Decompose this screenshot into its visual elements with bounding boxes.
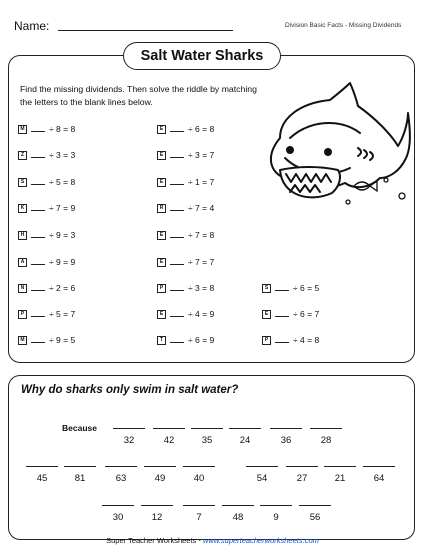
riddle-blank[interactable]: [324, 466, 356, 484]
name-line: [58, 30, 233, 31]
letter-box: P: [262, 336, 271, 345]
riddle-number: 36: [280, 435, 292, 446]
riddle-number: 21: [334, 473, 346, 484]
letter-box: A: [18, 258, 27, 267]
answer-blank[interactable]: [170, 282, 184, 291]
letter-box: M: [18, 336, 27, 345]
riddle-blank[interactable]: [363, 466, 395, 484]
equation-text: ÷ 4 = 8: [293, 335, 320, 345]
answer-blank[interactable]: [31, 256, 45, 265]
riddle-blank[interactable]: [229, 428, 261, 446]
riddle-blank[interactable]: [260, 505, 292, 523]
equation-text: ÷ 8 = 8: [49, 124, 76, 134]
equation-text: ÷ 7 = 7: [188, 257, 215, 267]
riddle-blank[interactable]: [102, 505, 134, 523]
riddle-blank[interactable]: [222, 505, 254, 523]
answer-blank[interactable]: [170, 123, 184, 132]
footer-url[interactable]: www.superteacherworksheets.com: [202, 536, 319, 545]
problem-item: [262, 282, 319, 293]
footer-text: Super Teacher Worksheets -: [106, 536, 203, 545]
answer-blank[interactable]: [170, 334, 184, 343]
letter-box: P: [157, 284, 166, 293]
equation-text: ÷ 5 = 7: [49, 309, 76, 319]
letter-box: E: [157, 178, 166, 187]
equation-text: ÷ 3 = 3: [49, 150, 76, 160]
riddle-number: 27: [296, 473, 308, 484]
answer-blank[interactable]: [31, 202, 45, 211]
answer-blank[interactable]: [31, 229, 45, 238]
riddle-question: Why do sharks only swim in salt water?: [21, 384, 239, 396]
riddle-blank[interactable]: [183, 466, 215, 484]
problem-item: [18, 256, 75, 267]
equation-text: ÷ 6 = 8: [188, 124, 215, 134]
riddle-number: 48: [232, 512, 244, 523]
problem-item: [18, 229, 75, 240]
riddle-blank[interactable]: [286, 466, 318, 484]
letter-box: E: [157, 258, 166, 267]
footer: [0, 536, 425, 545]
riddle-blank[interactable]: [141, 505, 173, 523]
problem-item: [262, 308, 319, 319]
riddle-number: 35: [201, 435, 213, 446]
letter-box: H: [18, 231, 27, 240]
riddle-blank[interactable]: [113, 428, 145, 446]
problem-item: [157, 256, 214, 267]
riddle-blank[interactable]: [270, 428, 302, 446]
problem-item: [18, 308, 75, 319]
riddle-number: 49: [154, 473, 166, 484]
letter-box: M: [18, 125, 27, 134]
riddle-blank[interactable]: [144, 466, 176, 484]
problem-item: [157, 149, 214, 160]
riddle-blank[interactable]: [191, 428, 223, 446]
answer-blank[interactable]: [170, 256, 184, 265]
answer-blank[interactable]: [31, 149, 45, 158]
problem-item: [262, 334, 319, 345]
riddle-number: 64: [373, 473, 385, 484]
equation-text: ÷ 6 = 5: [293, 283, 320, 293]
problem-item: [18, 176, 75, 187]
riddle-number: 32: [123, 435, 135, 446]
equation-text: ÷ 7 = 4: [188, 203, 215, 213]
letter-box: S: [262, 284, 271, 293]
equation-text: ÷ 2 = 6: [49, 283, 76, 293]
answer-blank[interactable]: [275, 334, 289, 343]
letter-box: S: [18, 178, 27, 187]
letter-box: E: [262, 310, 271, 319]
answer-blank[interactable]: [170, 229, 184, 238]
equation-text: ÷ 9 = 9: [49, 257, 76, 267]
riddle-number: 63: [115, 473, 127, 484]
problem-item: [18, 123, 75, 134]
problem-item: [157, 123, 214, 134]
letter-box: E: [157, 231, 166, 240]
equation-text: ÷ 6 = 7: [293, 309, 320, 319]
answer-blank[interactable]: [275, 308, 289, 317]
answer-blank[interactable]: [170, 149, 184, 158]
riddle-number: 28: [320, 435, 332, 446]
letter-box: N: [18, 284, 27, 293]
riddle-blank[interactable]: [310, 428, 342, 446]
problem-item: [157, 229, 214, 240]
riddle-number: 12: [151, 512, 163, 523]
answer-blank[interactable]: [170, 202, 184, 211]
riddle-blank[interactable]: [26, 466, 58, 484]
shark-illustration: [250, 78, 415, 228]
problem-item: [157, 176, 214, 187]
equation-text: ÷ 7 = 9: [49, 203, 76, 213]
problem-item: [18, 282, 75, 293]
equation-text: ÷ 7 = 8: [188, 230, 215, 240]
riddle-number: 54: [256, 473, 268, 484]
answer-blank[interactable]: [31, 308, 45, 317]
riddle-number: 9: [273, 512, 279, 523]
riddle-number: 24: [239, 435, 251, 446]
problem-item: [157, 334, 214, 345]
riddle-blank[interactable]: [246, 466, 278, 484]
answer-blank[interactable]: [31, 334, 45, 343]
equation-text: ÷ 6 = 9: [188, 335, 215, 345]
problem-item: [18, 149, 75, 160]
riddle-number: 7: [196, 512, 202, 523]
equation-text: ÷ 1 = 7: [188, 177, 215, 187]
letter-box: T: [157, 336, 166, 345]
riddle-blank[interactable]: [299, 505, 331, 523]
problem-item: [157, 308, 214, 319]
riddle-blank[interactable]: [64, 466, 96, 484]
problem-item: [157, 202, 214, 213]
riddle-number: 30: [112, 512, 124, 523]
riddle-number: 56: [309, 512, 321, 523]
letter-box: K: [18, 204, 27, 213]
equation-text: ÷ 3 = 8: [188, 283, 215, 293]
equation-text: ÷ 9 = 5: [49, 335, 76, 345]
equation-text: ÷ 9 = 3: [49, 230, 76, 240]
riddle-blank[interactable]: [105, 466, 137, 484]
letter-box: Z: [18, 151, 27, 160]
riddle-number: 81: [74, 473, 86, 484]
letter-box: E: [157, 151, 166, 160]
letter-box: E: [157, 310, 166, 319]
equation-text: ÷ 4 = 9: [188, 309, 215, 319]
equation-text: ÷ 3 = 7: [188, 150, 215, 160]
problem-item: [18, 334, 75, 345]
answer-blank[interactable]: [31, 282, 45, 291]
riddle-blank[interactable]: [153, 428, 185, 446]
equation-text: ÷ 5 = 8: [49, 177, 76, 187]
name-label: Name:: [14, 19, 50, 33]
answer-blank[interactable]: [31, 123, 45, 132]
riddle-number: 45: [36, 473, 48, 484]
problem-item: [18, 202, 75, 213]
answer-blank[interactable]: [170, 176, 184, 185]
letter-box: E: [157, 125, 166, 134]
because-label: Because: [62, 423, 97, 433]
letter-box: R: [157, 204, 166, 213]
answer-blank[interactable]: [170, 308, 184, 317]
instructions-text: Find the missing dividends. Then solve the riddle by matching the letters to the blank lines below.: [20, 84, 257, 107]
riddle-number: 40: [193, 473, 205, 484]
letter-box: P: [18, 310, 27, 319]
worksheet-title: Salt Water Sharks: [123, 42, 281, 70]
subject-text: Division Basic Facts - Missing Dividends: [285, 22, 402, 29]
problem-item: [157, 282, 214, 293]
riddle-number: 42: [163, 435, 175, 446]
riddle-blank[interactable]: [183, 505, 215, 523]
answer-blank[interactable]: [31, 176, 45, 185]
answer-blank[interactable]: [275, 282, 289, 291]
